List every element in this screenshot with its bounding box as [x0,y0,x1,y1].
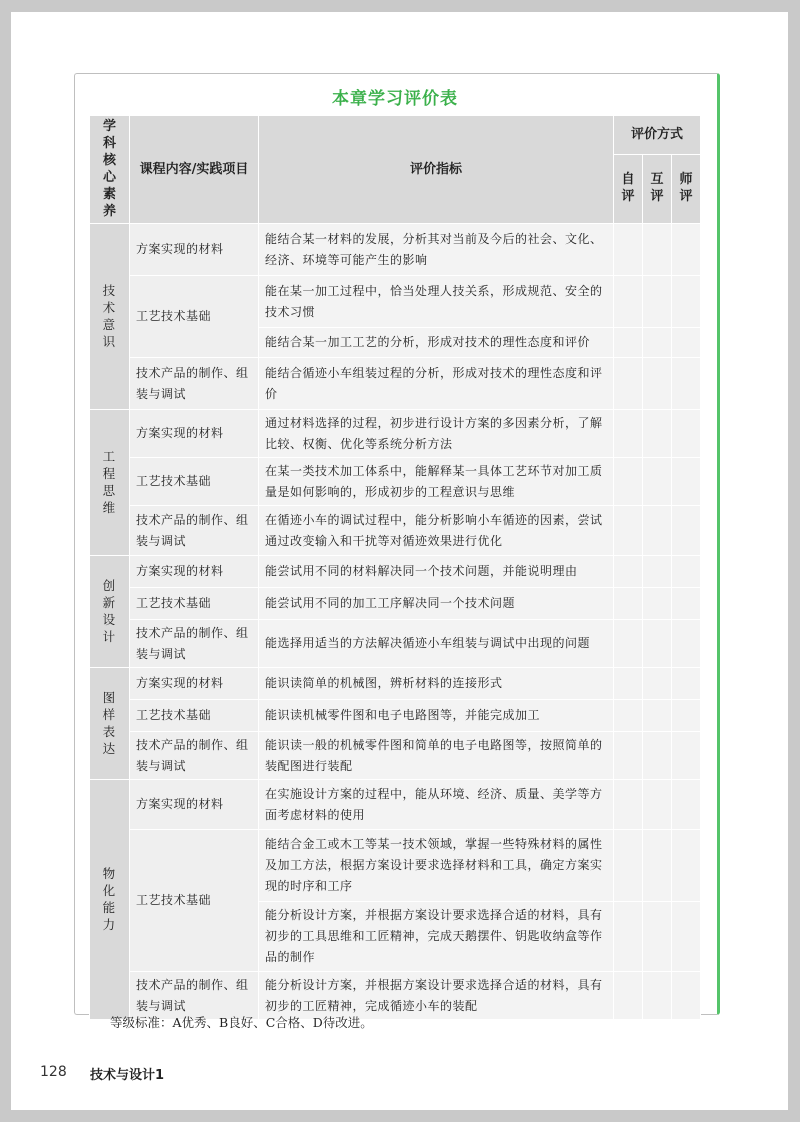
indicator-cell: 能结合某一加工工艺的分析，形成对技术的理性态度和评价 [259,328,614,358]
indicator-cell: 能选择用适当的方法解决循迹小车组装与调试中出现的问题 [259,620,614,668]
teacher-eval-cell[interactable] [672,358,701,410]
self-eval-cell[interactable] [614,328,643,358]
content-cell: 技术产品的制作、组装与调试 [130,506,259,556]
header-literacy: 学科核心素养 [90,116,130,224]
content-cell: 方案实现的材料 [130,410,259,458]
teacher-eval-cell[interactable] [672,458,701,506]
header-self: 自评 [614,154,643,223]
peer-eval-cell[interactable] [643,506,672,556]
content-cell: 方案实现的材料 [130,556,259,588]
self-eval-cell[interactable] [614,668,643,700]
teacher-eval-cell[interactable] [672,410,701,458]
indicator-cell: 能分析设计方案，并根据方案设计要求选择合适的材料，具有初步的工具思维和工匠精神，完成天鹅摆件、钥匙收纳盒等作品的制作 [259,902,614,972]
teacher-eval-cell[interactable] [672,328,701,358]
peer-eval-cell[interactable] [643,358,672,410]
content-cell: 技术产品的制作、组装与调试 [130,358,259,410]
self-eval-cell[interactable] [614,700,643,732]
page-title: 本章学习评价表 [332,89,458,109]
self-eval-cell[interactable] [614,780,643,830]
header-indicator: 评价指标 [259,116,614,224]
teacher-eval-cell[interactable] [672,700,701,732]
peer-eval-cell[interactable] [643,588,672,620]
indicator-cell: 在循迹小车的调试过程中，能分析影响小车循迹的因素，尝试通过改变输入和干扰等对循迹效果进行优化 [259,506,614,556]
teacher-eval-cell[interactable] [672,276,701,328]
indicator-cell: 能识读机械零件图和电子电路图等，并能完成加工 [259,700,614,732]
indicator-cell: 在实施设计方案的过程中，能从环境、经济、质量、美学等方面考虑材料的使用 [259,780,614,830]
self-eval-cell[interactable] [614,458,643,506]
teacher-eval-cell[interactable] [672,830,701,902]
indicator-cell: 能尝试用不同的加工工序解决同一个技术问题 [259,588,614,620]
self-eval-cell[interactable] [614,972,643,1020]
peer-eval-cell[interactable] [643,556,672,588]
content-cell: 工艺技术基础 [130,458,259,506]
self-eval-cell[interactable] [614,276,643,328]
header-content: 课程内容/实践项目 [130,116,259,224]
teacher-eval-cell[interactable] [672,588,701,620]
peer-eval-cell[interactable] [643,620,672,668]
peer-eval-cell[interactable] [643,972,672,1020]
teacher-eval-cell[interactable] [672,224,701,276]
self-eval-cell[interactable] [614,732,643,780]
literacy-cell: 图样表达 [90,668,130,780]
self-eval-cell[interactable] [614,902,643,972]
content-cell: 工艺技术基础 [130,588,259,620]
indicator-cell: 在某一类技术加工体系中，能解释某一具体工艺环节对加工质量是如何影响的，形成初步的工程意识与思维 [259,458,614,506]
self-eval-cell[interactable] [614,358,643,410]
indicator-cell: 能结合金工或木工等某一技术领域，掌握一些特殊材料的属性及加工方法，根据方案设计要求选择材料和工具，确定方案实现的时序和工序 [259,830,614,902]
teacher-eval-cell[interactable] [672,780,701,830]
page-number: 128 [40,1064,67,1080]
content-cell: 技术产品的制作、组装与调试 [130,732,259,780]
peer-eval-cell[interactable] [643,328,672,358]
peer-eval-cell[interactable] [643,902,672,972]
indicator-cell: 能尝试用不同的材料解决同一个技术问题，并能说明理由 [259,556,614,588]
content-cell: 技术产品的制作、组装与调试 [130,620,259,668]
indicator-cell: 能识读简单的机械图，辨析材料的连接形式 [259,668,614,700]
header-peer: 互评 [643,154,672,223]
indicator-cell: 能结合某一材料的发展，分析其对当前及今后的社会、文化、经济、环境等可能产生的影响 [259,224,614,276]
header-method: 评价方式 [614,116,701,155]
grading-standard: 等级标准：A优秀、B良好、C合格、D待改进。 [110,1015,373,1030]
content-cell: 技术产品的制作、组装与调试 [130,972,259,1020]
peer-eval-cell[interactable] [643,780,672,830]
peer-eval-cell[interactable] [643,224,672,276]
peer-eval-cell[interactable] [643,276,672,328]
teacher-eval-cell[interactable] [672,506,701,556]
content-cell: 方案实现的材料 [130,224,259,276]
teacher-eval-cell[interactable] [672,732,701,780]
indicator-cell: 能结合循迹小车组装过程的分析，形成对技术的理性态度和评价 [259,358,614,410]
content-cell: 方案实现的材料 [130,780,259,830]
self-eval-cell[interactable] [614,620,643,668]
content-cell: 工艺技术基础 [130,700,259,732]
evaluation-table [89,115,701,1020]
literacy-cell: 技术意识 [90,224,130,410]
indicator-cell: 通过材料选择的过程，初步进行设计方案的多因素分析，了解比较、权衡、优化等系统分析方法 [259,410,614,458]
peer-eval-cell[interactable] [643,700,672,732]
peer-eval-cell[interactable] [643,668,672,700]
self-eval-cell[interactable] [614,224,643,276]
literacy-cell: 工程思维 [90,410,130,556]
self-eval-cell[interactable] [614,556,643,588]
literacy-cell: 物化能力 [90,780,130,1020]
peer-eval-cell[interactable] [643,410,672,458]
self-eval-cell[interactable] [614,830,643,902]
indicator-cell: 能在某一加工过程中，恰当处理人技关系，形成规范、安全的技术习惯 [259,276,614,328]
self-eval-cell[interactable] [614,410,643,458]
teacher-eval-cell[interactable] [672,972,701,1020]
peer-eval-cell[interactable] [643,732,672,780]
self-eval-cell[interactable] [614,506,643,556]
literacy-cell: 创新设计 [90,556,130,668]
teacher-eval-cell[interactable] [672,902,701,972]
indicator-cell: 能识读一般的机械零件图和简单的电子电路图等，按照简单的装配图进行装配 [259,732,614,780]
teacher-eval-cell[interactable] [672,620,701,668]
header-teacher: 师评 [672,154,701,223]
peer-eval-cell[interactable] [643,830,672,902]
content-cell: 工艺技术基础 [130,276,259,358]
peer-eval-cell[interactable] [643,458,672,506]
content-cell: 工艺技术基础 [130,830,259,972]
teacher-eval-cell[interactable] [672,668,701,700]
book-name: 技术与设计1 [90,1068,165,1083]
content-cell: 方案实现的材料 [130,668,259,700]
self-eval-cell[interactable] [614,588,643,620]
indicator-cell: 能分析设计方案，并根据方案设计要求选择合适的材料，具有初步的工匠精神，完成循迹小车的装配 [259,972,614,1020]
teacher-eval-cell[interactable] [672,556,701,588]
